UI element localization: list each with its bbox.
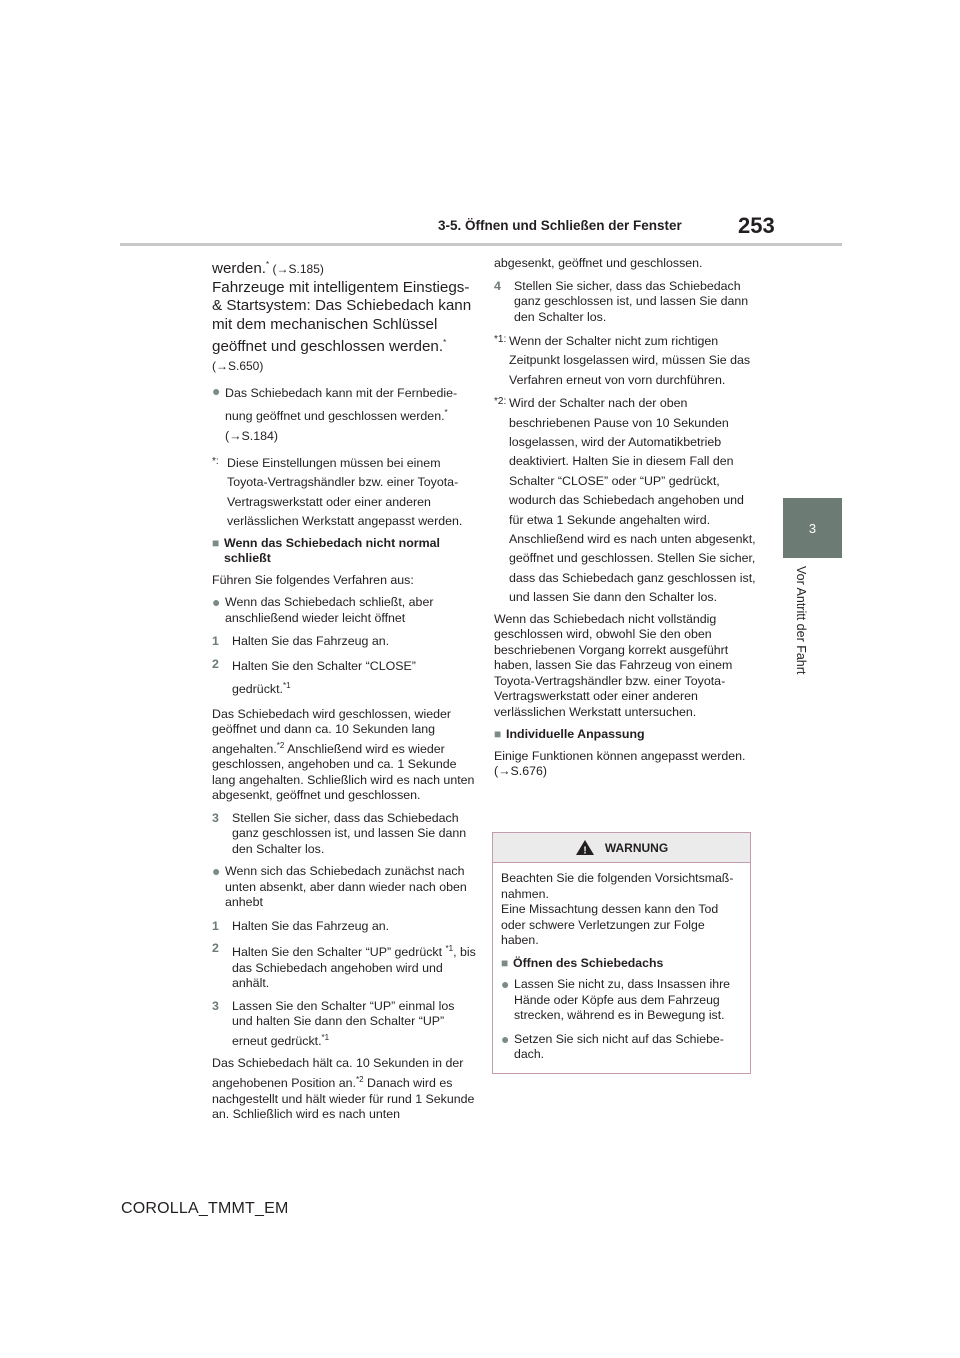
bullet-icon: ● — [212, 382, 221, 399]
warning-triangle-icon — [575, 839, 595, 856]
bullet-icon: ● — [501, 976, 510, 992]
square-icon: ■ — [494, 727, 502, 742]
warning-header — [493, 833, 750, 863]
step-item: 1 Halten Sie das Fahrzeug an. — [212, 918, 390, 933]
footnote: *: Diese Einstellungen müssen bei einem Toyota-Vertragshändler bzw. einer Toyota-Vertragswerkstatt oder einer anderen verlässlichen Werkstatt angepasst werden. — [212, 456, 463, 529]
list-item: ● Setzen Sie sich nicht auf das Schiebedach. — [501, 1030, 724, 1061]
warning-box — [492, 832, 751, 1074]
bullet-icon: ● — [501, 1030, 510, 1047]
svg-text:!: ! — [583, 845, 587, 856]
warning-title: WARNUNG — [604, 840, 669, 855]
section-title: 3-5. Öffnen und Schließen der Fenster — [438, 218, 682, 233]
list-item: ● Lassen Sie nicht zu, dass Insassen ihre Hände oder Köpfe aus dem Fahrzeug strecken, während es in Bewegung ist. — [501, 976, 731, 1022]
section-heading: ■ Individuelle Anpassung — [494, 727, 645, 742]
left-column — [212, 256, 476, 1130]
warning-heading: ■ Öffnen des Schiebedachs — [501, 955, 664, 970]
list-item: ● Wenn sich das Schiebedach zunächst nach unten absenkt, aber dann wieder nach oben anhebt — [212, 863, 467, 910]
footnote: *2: Wird der Schalter nach der oben beschriebenen Pause von 10 Sekunden losgelassen, wird der Automatikbetrieb deaktiviert. Halten Sie in diesem Fall den Schalter “CLOSE” oder “UP” gedrückt, wodurch das Schiebedach angehoben und für etwa 1 Sekunde angehalten wird. Anschließend wird es nach unten abgesenkt, geöffnet und geschlossen. Stellen Sie sicher, dass das Schiebedach ganz geschlossen ist, und lassen Sie dann den Schalter los. — [494, 396, 756, 605]
square-icon: ■ — [501, 955, 509, 970]
step-item: 3 Lassen Sie den Schalter “UP” einmal los und halten Sie dann den Schalter “UP” erneut gedrückt.$^{*1}$ — [212, 998, 455, 1048]
section-intro: Führen Sie folgendes Verfahren aus: — [212, 572, 414, 587]
continued-text: werden.* (→S.185) Fahrzeuge mit intelligentem Einstiegs- & Startsystem: Das Schiebedach kann mit dem mechanischen Schlüssel geöffnet und geschlossen werden.* (→S.650) — [212, 260, 472, 374]
list-item: ● Wenn das Schiebedach schließt, aber anschließend wieder leicht öffnet — [212, 594, 434, 625]
footnote: *1: Wenn der Schalter nicht zum richtigen Zeitpunkt losgelassen wird, müssen Sie das Verfahren erneut von vorn durchführen. — [494, 334, 751, 387]
header-divider — [120, 243, 842, 246]
bullet-icon: ● — [212, 863, 221, 880]
continued-text: abgesenkt, geöffnet und geschlossen. — [494, 256, 703, 270]
chapter-side-label: Vor Antritt der Fahrt — [794, 566, 808, 675]
right-column — [494, 256, 756, 787]
chapter-tab: 3 — [783, 498, 842, 558]
page-number: 253 — [738, 213, 775, 238]
procedure-text: Das Schiebedach wird geschlossen, wieder geöffnet und dann ca. 10 Sekunden lang angehalten.$^{*2}$ Anschließend wird es wieder geschlossen, angehoben und ca. 1 Sekunde lang angehalten. Schließlich wird es nach unten abgesenkt, geöffnet und geschlossen. — [212, 706, 475, 803]
model-code: COROLLA_TMMT_EM — [121, 1200, 289, 1217]
square-icon: ■ — [212, 535, 220, 550]
warning-intro: Beachten Sie die folgenden Vorsichtsmaßnahmen. Eine Missachtung dessen kann den Tod oder schwere Verletzungen zur Folge haben. — [501, 871, 734, 947]
step-item: 4 Stellen Sie sicher, dass das Schiebedach ganz geschlossen ist, und lassen Sie dann den Schalter los. — [494, 278, 749, 324]
step-item: 2 Halten Sie den Schalter “CLOSE” gedrückt.$^{*1}$ — [212, 656, 416, 697]
step-item: 3 Stellen Sie sicher, dass das Schiebedach ganz geschlossen ist, und lassen Sie dann den Schalter los. — [212, 810, 467, 856]
step-item: 1 Halten Sie das Fahrzeug an. — [212, 634, 390, 649]
step-item: 2 Halten Sie den Schalter “UP” gedrückt $^{*1}$, bis das Schiebedach angehoben wird und anhält. — [212, 941, 476, 991]
custom-text: Einige Funktionen können angepasst werden. (→S.676) — [494, 748, 746, 779]
body-paragraph: Wenn das Schiebedach nicht vollständig geschlossen wird, obwohl Sie den oben beschriebenen Vorgang korrekt ausgeführt haben, lassen Sie das Fahrzeug von einem Toyota-Vertragshändler bzw. einer Toyota-Vertragswerkstatt oder einer anderen verlässlichen Werkstatt untersuchen. — [494, 611, 733, 719]
bullet-icon: ● — [212, 594, 221, 611]
list-item: ● Das Schiebedach kann mit der Fernbedienung geöffnet und geschlossen werden.* (→S.184) — [212, 384, 476, 446]
procedure-text: Das Schiebedach hält ca. 10 Sekunden in der angehobenen Position an.$^{*2}$ Danach wird es nachgestellt und hält wieder für rund 1 Sekunde an. Schließlich wird es nach unten — [212, 1056, 475, 1122]
section-heading: ■ Wenn das Schiebedach nicht normal schließt — [212, 535, 440, 566]
